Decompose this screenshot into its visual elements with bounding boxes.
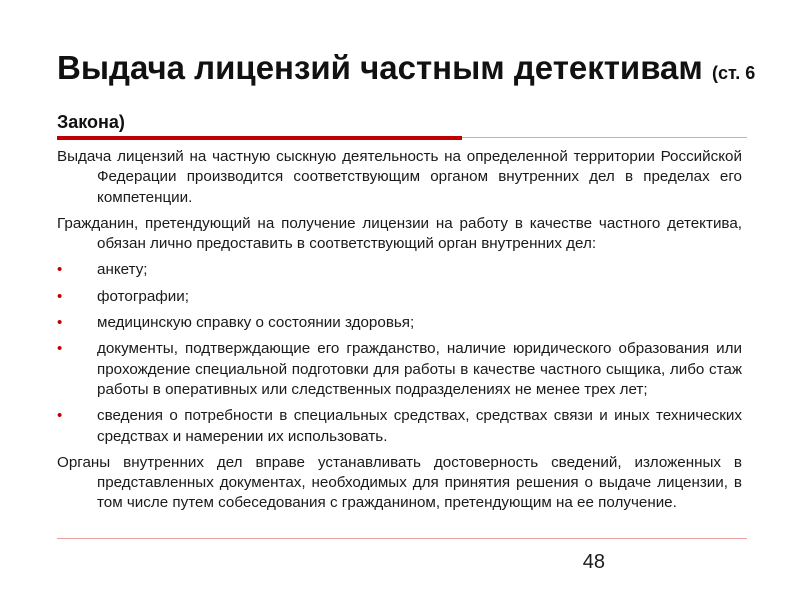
- paragraph-applicant-requirements: Гражданин, претендующий на получение лицензии на работу в качестве частного детектива, обязан лично предоставить в соответствующий орган внутренних дел:: [57, 214, 742, 253]
- page-number: 48: [582, 551, 605, 573]
- footer-divider: [57, 538, 747, 539]
- title-underline-accent: [57, 136, 462, 140]
- bullet-text: фотографии;: [97, 287, 189, 305]
- bullet-icon: •: [57, 407, 63, 425]
- bullet-item: [57, 339, 742, 400]
- slide-title: [57, 46, 757, 144]
- slide-title-sub: (ст. 6 Закона): [57, 63, 756, 132]
- bullet-icon: •: [57, 340, 63, 358]
- bullet-text: документы, подтверждающие его гражданство, наличие юридического образования или прохождение специальной подготовки для работы в качестве частного сыщика, либо стаж работы в оперативных или следственных подразделениях не менее трех лет;: [97, 340, 742, 398]
- bullet-icon: •: [57, 287, 63, 305]
- bullet-item: [57, 287, 742, 307]
- bullet-text: сведения о потребности в специальных средствах, средствах связи и иных технических средствах и намерении их использовать.: [97, 407, 742, 445]
- paragraph-verification: Органы внутренних дел вправе устанавливать достоверность сведений, изложенных в представленных документах, необходимых для принятия решения о выдаче лицензии, в том числе путем собеседования с гражданином, претендующим на ее получение.: [57, 453, 742, 512]
- bullet-item: [57, 260, 742, 280]
- bullet-icon: •: [57, 261, 63, 279]
- slide-body: [57, 147, 742, 520]
- bullet-item: [57, 406, 742, 447]
- bullet-text: медицинскую справку о состоянии здоровья;: [97, 314, 415, 332]
- bullet-text: анкету;: [97, 261, 148, 279]
- slide-title-main: Выдача лицензий частным детективам: [57, 49, 703, 86]
- paragraph-license-issuance: Выдача лицензий на частную сыскную деятельность на определенной территории Российской Федерации производится соответствующим органом внутренних дел в пределах его компетенции.: [57, 148, 742, 206]
- bullet-item: [57, 313, 742, 333]
- bullet-icon: •: [57, 314, 63, 332]
